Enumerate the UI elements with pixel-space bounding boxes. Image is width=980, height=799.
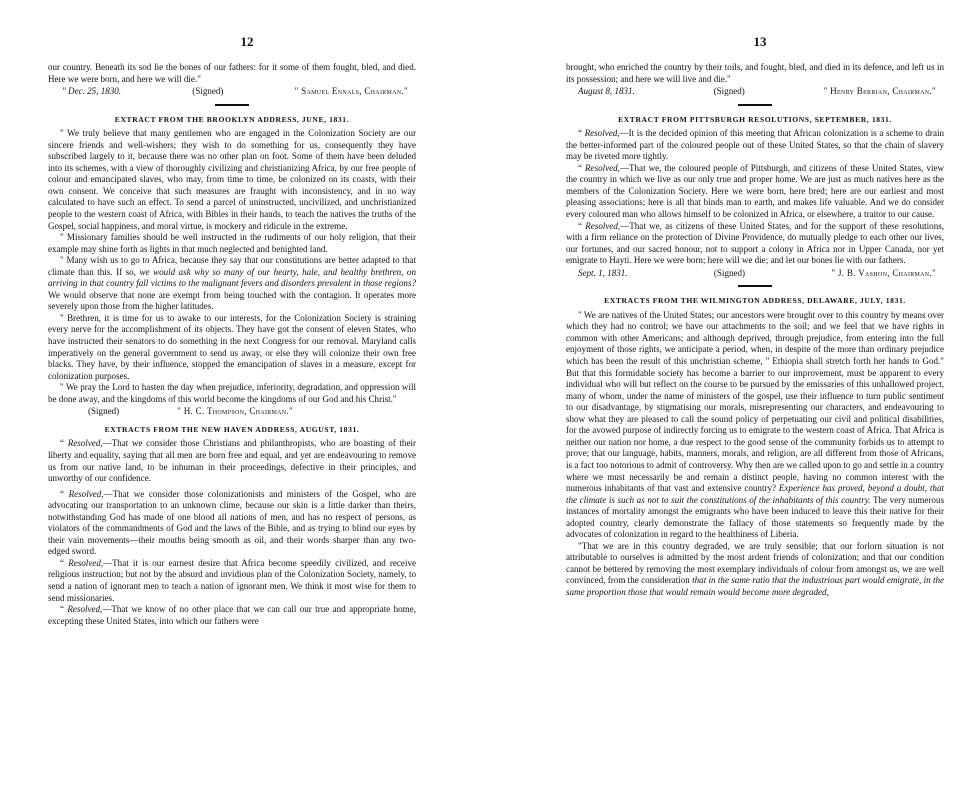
signature-signed: (Signed) [713,86,745,97]
resolution: “ Resolved,—That we consider those Christians and philanthropists, who are boasting of their liberty and equality, saying that all men are born free and equal, and yet are endeavouring to remove us from our native land, to be inhuman in their proceedings, defective in their principles, and unworthy of our confidence. [48,438,416,484]
italic-text: Resolved, [585,220,621,231]
resolution: “ Resolved,—That we, the coloured people of Pittsburgh, and citizens of these United States, view the country in which we live as our only true and proper home. We are just as much natives here as the members of the Colonization Society. Here we were born, here bred; here are our earliest and most pleasing associations; here is all that binds man to earth, and makes life valuable. And we do consider every coloured man who allows himself to be colonized in Africa, or elsewhere, a traitor to our cause. [566,162,945,220]
text: —That we know of no other place that we can call our true and appropriate home, excepting these United States, into which our fathers were [48,604,416,626]
italic-text: Resolved, [68,557,104,568]
text: —It is the decided opinion of this meeting that African colonization is a scheme to drain the better-informed part of the coloured people out of these United States, so that the chain of slavery may be riveted more tightly. [566,128,944,162]
section-divider [738,285,772,287]
resolution: “ Resolved,—It is the decided opinion of this meeting that African colonization is a scheme to drain the better-informed part of the coloured people out of these United States, so that the chain of slavery may be riveted more tightly. [566,128,944,162]
signature-signed: (Signed) [713,267,746,278]
text: —That we, as citizens of these United States, and for the support of these resolutions, with a firm reliance on the protection of Divine Providence, do mutually pledge to each other our lives, our fortunes, and our sacred honour, not to support a colony in Africa nor in Upper Canada, nor yet emigrate to Hayti. Here we were born; here will we die; and let our bones lie with our fathers. [566,220,944,266]
signature-signed: (Signed) [88,406,120,417]
paragraph: " Missionary families should be well instructed in the rudiments of our holy religion, that their example may shine forth as lights in that much neglected and benighted land. [48,232,416,254]
text: —That we consider those Christians and philanthropists, who are boasting of their liberty and equality, saying that all men are born free and equal, and yet are endeavouring to remove us from our native land, to be inhuman in their proceedings, defective in their principles, and unworthy of our confidence. [48,438,416,484]
paragraph [566,541,944,599]
text: " We are natives of the United States; our ancestors were brought over to this country by means over which they had no control; we have our attachments to the soil; and we feel that we have rights in common with other Americans; and although deprived, through prejudice, from entering into the full enjoyment of those rights, we anticipate a period, when, in despite of the more than ordinary prejudice which has been the result of this unchristian scheme, " Ethiopia shall stretch forth her hands to God." But that this formidable society has become a barrier to our improvement, must be apparent to every individual who will but reflect on the course to be pursued by the emissaries of this unhallowed project, many of whom, under the name of ministers of the gospel, use their influence to turn public sentiment to our disadvantage, by stigmatising our morals, misrepresenting our characters, and endeavouring to show what they are pleased to call the sound policy of perpetuating our civil and political disabilities, for the avowed purpose of indirectly forcing us to emigrate to the western coast of Africa. That Africa is neither our nation nor home, a due respect to the good sense of the community forbids us to attempt to prove; that our language, habits, manners, morals, and religion, are all different from those of Africans, is a fact too notorious to admit of controversy. Why then are we called upon to go and settle in a country where we must necessarily be and remain a distinct people, having no common interest with the numerous inhabitants of that vast and extensive country? [566,309,944,494]
italic-text: Resolved, [67,604,103,615]
signature-line [566,86,944,98]
paragraph: " Brethren, it is time for us to awake to our interests, for the Colonization Society is straining every nerve for the accomplishment of its objects. They have got the consent of eleven States, who have instructed their senators to do something in the next Congress for our removal. Maryland calls imperatively on the general government to send us away, or else they will colonize their own free blacks. They have, by their influence, stopped the emancipation of slaves in a measure, except for colonization purposes. [48,312,416,381]
signature-date: August 8, 1831. [578,86,635,97]
section-divider [738,104,772,106]
text: We would observe that none are exempt from being touched with the contagion. It operates more severely upon those from the higher latitudes. [48,289,416,312]
section-heading: EXTRACT FROM PITTSBURGH RESOLUTIONS, SEPTEMBER, 1831. [618,114,892,124]
italic-text: Resolved, [68,488,104,499]
paragraph: " We truly believe that many gentlemen who are engaged in the Colonization Society are our sincere friends and well-wishers; they wish to do something for us, consequently they have subscribed largely to it, because there was no other plan on foot. Some of them have been deluded into its schemes, with a view of thoroughly civilizing and christianizing Africa, by our free people of colour and emancipated slaves, who may, from time to time, be colonized on its coasts, with their own consent. We conceive that such measures are fraught with inconsistency, and in no way calculated to have such an effect. To send a parcel of uninstructed, uncivilized, and unchristianized people to the western coast of Africa, with Bibles in their hands, to teach the natives the truths of the Gospel, social happiness, and moral virtue, is mockery and ridicule in the extreme. [48,128,416,231]
signature-name: " H. C. Thompson, Chairman." [177,406,294,417]
opening-paragraph: brought, who enriched the country by their toils, and fought, bled, and died in its defence, and left us in its possession; and here we will live and die." [566,62,944,84]
italic-text: Resolved, [67,438,103,449]
signature-signed: (Signed) [192,86,224,97]
italic-text: Experience has proved, beyond a doubt, that the climate is such as not to suit the constitutions of the inhabitants of this country. [566,483,944,505]
signature-name: " Henry Berrian, Chairman." [823,86,936,97]
section-heading: EXTRACT FROM THE BROOKLYN ADDRESS, JUNE, 1831. [114,114,350,124]
left-page [48,0,416,799]
opening-paragraph: our country. Beneath its sod lie the bones of our fathers: for it some of them fought, bled, and died. Here we were born, and here we will die." [48,62,416,84]
italic-text: we would ask why so many of our hearty, hale, and healthy brethren, on arriving in that country fall victims to the malignant fevers and disorders prevalent in those regions? [48,266,416,289]
section-heading: EXTRACTS FROM THE NEW HAVEN ADDRESS, AUGUST, 1831. [104,424,360,434]
signature-date: " Dec. 25, 1830. [62,86,122,97]
paragraph [48,255,416,313]
italic-text: that in the same ratio that the industrious part would emigrate, in the same proportion those that would remain would become more degraded, [566,575,944,597]
section-divider [215,104,249,106]
signature-name: " J. B. Vashon, Chairman." [831,267,936,278]
text: —That we consider those colonizationists and ministers of the Gospel, who are advocating our transportation to an unknown clime, because our skin is a little darker than theirs, notwithstanding God has made of one blood all nations of men, and has no respect of persons, as violators of the commandments of God and the laws of the Bible, and as trying to blind our eyes by their vain movements—their mouths being smooth as oil, and their words sharper than any two-edged sword. [48,488,417,557]
signature-line [566,268,944,280]
italic-text: Resolved, [584,128,620,139]
resolution: “ Resolved,—That we know of no other place that we can call our true and appropriate home, excepting these United States, into which our fathers were [48,604,416,626]
text: "That we are in this country degraded, we are truly sensible; that our forlorn situation is not attributable to ourselves is admitted by the most ardent friends of colonization; and that our condition cannot be bettered by removing the most exemplary individuals of colour from amongst us, we are well convinced, from the consideration [566,540,944,586]
page-number: 12 [240,34,254,49]
page-number: 13 [753,34,767,49]
resolution: “ Resolved,—That we consider those colonizationists and ministers of the Gospel, who are advocating our transportation to an unknown clime, because our skin is a little darker than theirs, notwithstanding God has made of one blood all nations of men, and has no respect of persons, as violators of the commandments of God and the laws of the Bible, and as trying to blind our eyes by their vain movements—their mouths being smooth as oil, and their words sharper than any two-edged sword. [48,488,417,557]
signature-line [48,86,416,98]
signature-name: " Samuel Ennals, Chairman." [294,86,408,97]
text: —That it is our earnest desire that Africa become speedily civilized, and receive religious instruction; but not by the absurd and invidious plan of the Colonization Society, namely, to send a nation of ignorant men to teach a nation of ignorant men. We think it most wise for them to send missionaries. [48,557,417,603]
paragraph [566,310,944,541]
paragraph: " We pray the Lord to hasten the day when prejudice, inferiority, degradation, and oppression will be done away, and the kingdoms of this world become the kingdoms of our God and his Christ." [48,382,416,404]
right-page [566,0,944,799]
italic-text: Resolved, [585,162,620,173]
text: The very numerous instances of mortality amongst the emigrants who have been induced to leave this their native for their adopted country, clearly demonstrate the fallacy of those statements so frequently made by the advocates of colonization in regard to the healthiness of Liberia. [566,494,944,540]
signature-date: Sept. 1, 1831. [578,267,628,278]
resolution: “ Resolved,—That it is our earnest desire that Africa become speedily civilized, and receive religious instruction; but not by the absurd and invidious plan of the Colonization Society, namely, to send a nation of ignorant men to teach a nation of ignorant men. We think it most wise for them to send missionaries. [48,557,417,603]
text: —That we, the coloured people of Pittsburgh, and citizens of these United States, view the country in which we live as our only true and proper home. We are just as much natives here as the members of the Colonization Society. Here we were born, here bred; here are our earliest and most pleasing associations; here is all that binds man to earth, and makes life valuable. And we do consider every coloured man who allows himself to be colonized in Africa, or elsewhere, a traitor to our cause. [566,162,945,220]
section-heading: EXTRACTS FROM THE WILMINGTON ADDRESS, DELAWARE, JULY, 1831. [604,296,906,306]
resolution: “ Resolved,—That we, as citizens of these United States, and for the support of these resolutions, with a firm reliance on the protection of Divine Providence, do mutually pledge to each other our lives, our fortunes, and our sacred honour, not to support a colony in Africa nor in Upper Canada, nor yet emigrate to Hayti. Here we were born; here will we die; and let our bones lie with our fathers. [566,220,944,266]
text: " Many wish us to go to Africa, because they say that our constitutions are better adapted to that climate than this. If so, [48,255,416,277]
signature-line [48,406,416,418]
